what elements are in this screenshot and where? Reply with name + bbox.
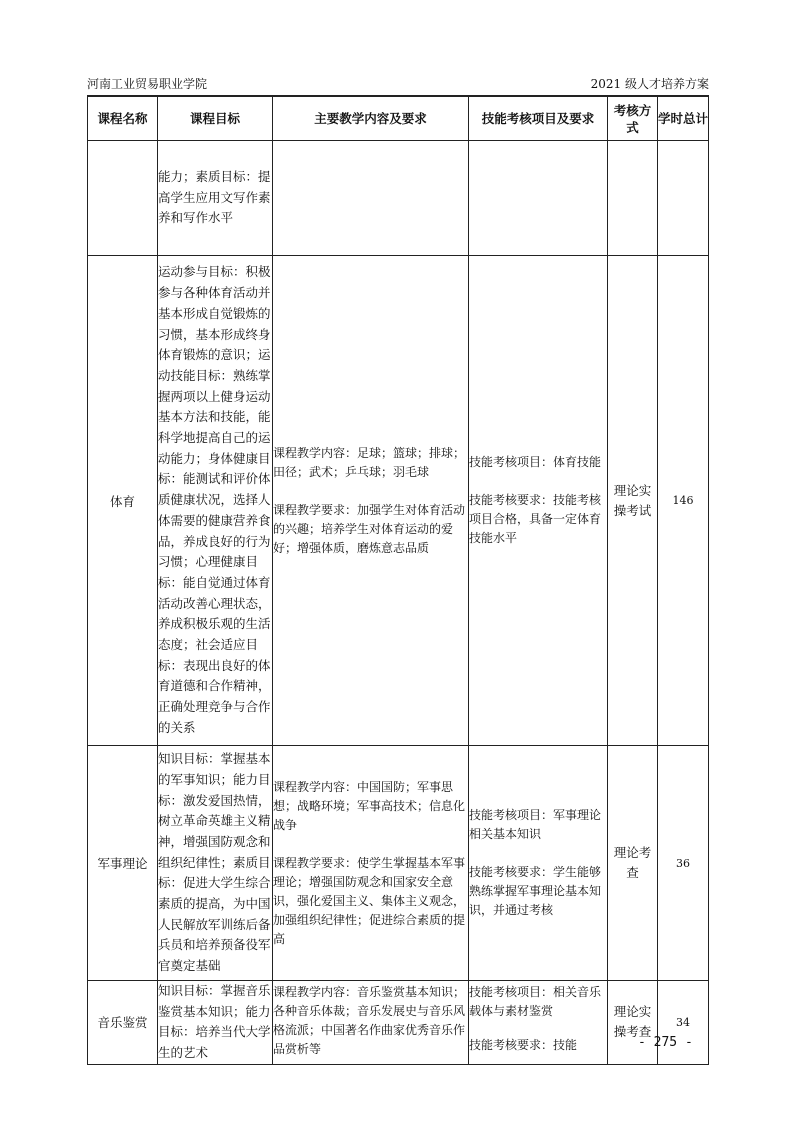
teaching-content-text: 课程教学内容：音乐鉴赏基本知识；各种音乐体裁；音乐发展史与音乐风格流派；中国著名作曲家优秀音乐作品赏析等 [273,985,466,1056]
table-row [88,746,709,981]
main-content-cell [273,746,469,981]
skill-item-text: 技能考核项目：体育技能 [469,455,602,469]
main-content-cell [273,256,469,746]
course-name-cell: 音乐鉴赏 [88,981,158,1065]
skill-assessment-cell [469,746,608,981]
skill-item-text: 技能考核项目：军事理论相关基本知识 [469,808,602,841]
skill-requirement-text: 技能考核要求：技能 [469,1038,578,1052]
total-hours-cell [658,141,709,256]
teaching-content-text: 课程教学内容：中国国防；军事思想；战略环境；军事高技术；信息化战争 [273,779,466,832]
table-header-row [88,97,709,141]
skill-assessment-cell [469,256,608,746]
assessment-method-cell: 理论实操考查 [608,981,658,1065]
teaching-requirement-text: 课程教学要求：加强学生对体育活动的兴趣；培养学生对体育运动的爱好；增强体质，磨炼意志品质 [273,502,466,555]
assessment-method-cell: 理论实操考试 [608,256,658,746]
course-table [87,96,709,1065]
teaching-requirement-text: 课程教学要求：使学生掌握基本军事理论；增强国防观念和国家安全意识，强化爱国主义、集体主义观念，加强组织纪律性；促进综合素质的提高 [273,855,466,946]
course-name-cell [88,141,158,256]
course-goal-cell: 运动参与目标：积极参与各种体育活动并基本形成自觉锻炼的习惯，基本形成终身体育锻炼的意识；运动技能目标：熟练掌握两项以上健身运动基本方法和技能，能科学地提高自己的运动能力；身体健康目标：能测试和评价体质健康状况，选择人体需要的健康营养食品，养成良好的行为习惯；心理健康目标：能自觉通过体育活动改善心理状态，养成积极乐观的生活态度；社会适应目标：表现出良好的体育道德和合作精神，正确处理竞争与合作的关系 [158,256,273,746]
page-header [87,74,709,94]
course-goal-cell: 知识目标：掌握基本的军事知识；能力目标：激发爱国热情，树立革命英雄主义精神，增强国防观念和组织纪律性；素质目标：促进大学生综合素质的提高，为中国人民解放军训练后备兵员和培养预备役军官奠定基础 [158,746,273,981]
total-hours-cell: 36 [658,746,709,981]
table-row [88,981,709,1065]
assessment-method-cell: 理论考查 [608,746,658,981]
main-content-cell [273,981,469,1065]
course-goal-cell: 知识目标：掌握音乐鉴赏基本知识；能力目标：培养当代大学生的艺术 [158,981,273,1065]
skill-item-text: 技能考核项目：相关音乐载体与素材鉴赏 [469,985,602,1018]
column-header-total-hours: 学时总计 [658,97,709,141]
main-content-cell [273,141,469,256]
total-hours-cell: 146 [658,256,709,746]
column-header-main-content: 主要教学内容及要求 [273,97,469,141]
course-name-cell: 体育 [88,256,158,746]
header-document-title: 2021 级人才培养方案 [590,77,709,91]
teaching-content-text: 课程教学内容：足球；篮球；排球；田径；武术；乒乓球；羽毛球 [273,445,466,479]
column-header-assessment-method: 考核方式 [608,97,658,141]
assessment-method-cell [608,141,658,256]
course-goal-cell: 能力；素质目标：提高学生应用文写作素养和写作水平 [158,141,273,256]
page-number: - 275 - [638,1035,693,1050]
column-header-course-goal: 课程目标 [158,97,273,141]
course-name-cell: 军事理论 [88,746,158,981]
skill-requirement-text: 技能考核要求：技能考核项目合格，具备一定体育技能水平 [469,493,602,545]
skill-assessment-cell [469,141,608,256]
column-header-course-name: 课程名称 [88,97,158,141]
skill-assessment-cell [469,981,608,1065]
table-row [88,256,709,746]
total-hours-cell: 34 [658,981,709,1065]
column-header-skill-assessment: 技能考核项目及要求 [469,97,608,141]
header-school-name: 河南工业贸易职业学院 [87,77,208,91]
table-row [88,141,709,256]
skill-requirement-text: 技能考核要求：学生能够熟练掌握军事理论基本知识，并通过考核 [469,865,602,917]
